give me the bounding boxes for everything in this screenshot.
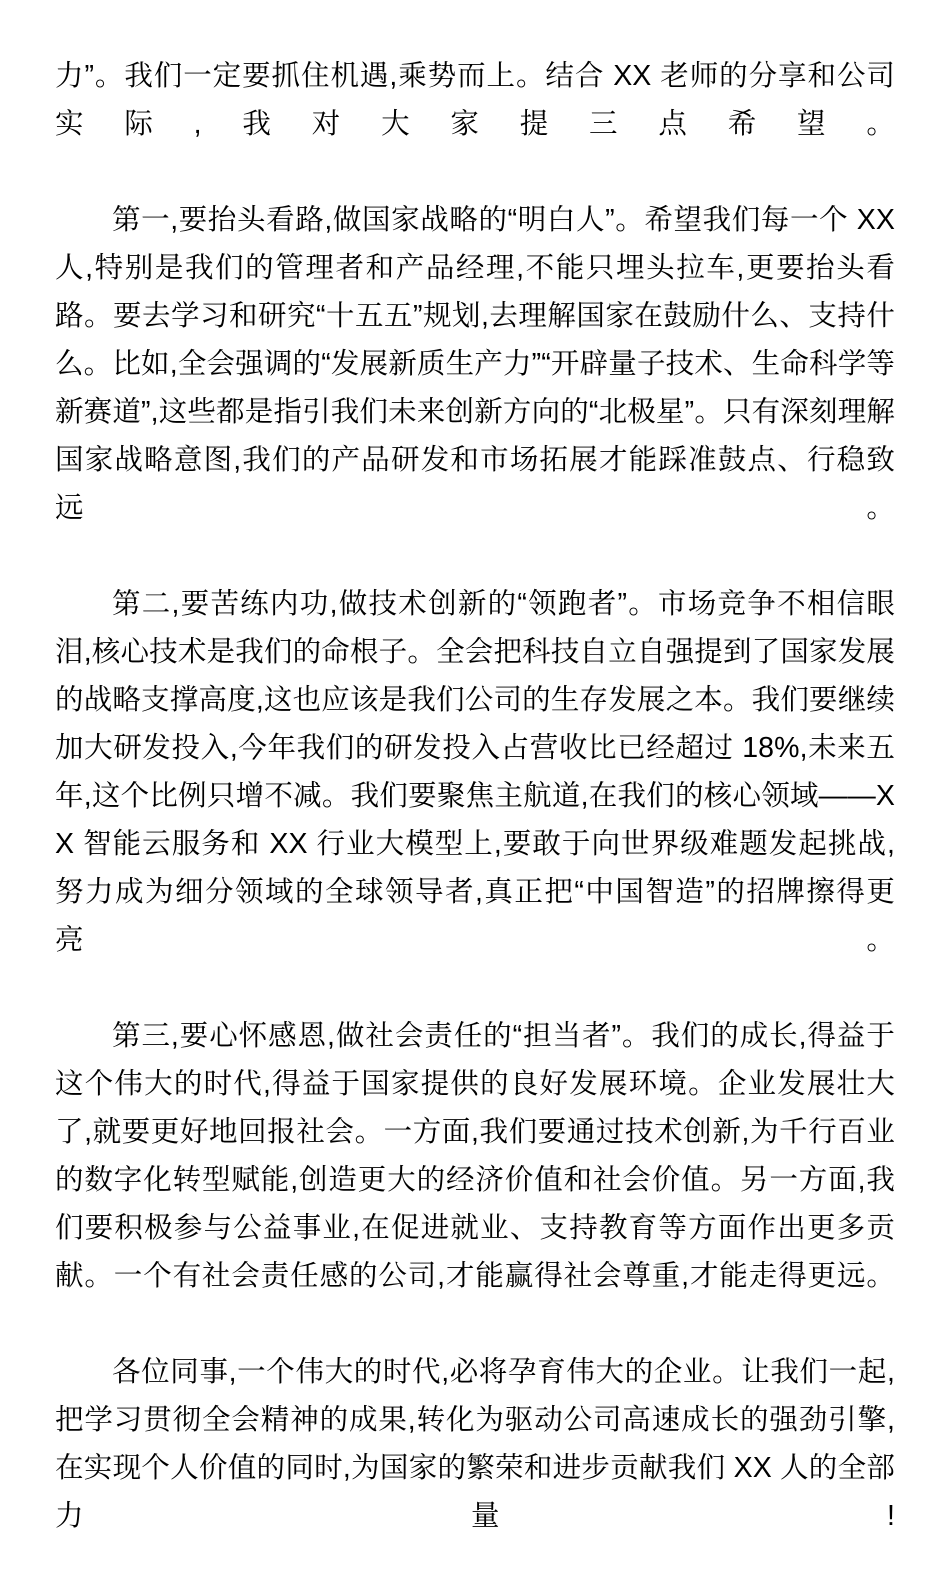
paragraph-point-three: 第三,要心怀感恩,做社会责任的“担当者”。我们的成长,得益于这个伟大的时代,得益于国家提供的良好发展环境。企业发展壮大了,就要更好地回报社会。一方面,我们要通过技术创新,为千行百业的数字化转型赋能,创造更大的经济价值和社会价值。另一方面,我们要积极参与公益事业,在促进就业、支持教育等方面作出更多贡献。一个有社会责任感的公司,才能赢得社会尊重,才能走得更远。 [55,1020,895,1292]
document-body [55,52,904,1588]
paragraph-closing: 各位同事,一个伟大的时代,必将孕育伟大的企业。让我们一起,把学习贯彻全会精神的成果,转化为驱动公司高速成长的强劲引擎,在实现个人价值的同时,为国家的繁荣和进步贡献我们 XX 人的全部力量! [55,1356,895,1532]
paragraph-continuation: 力”。我们一定要抓住机遇,乘势而上。结合 XX 老师的分享和公司实际,我对大家提三点希望。 [55,60,895,140]
paragraph-point-one: 第一,要抬头看路,做国家战略的“明白人”。希望我们每一个 XX 人,特别是我们的管理者和产品经理,不能只埋头拉车,更要抬头看路。要去学习和研究“十五五”规划,去理解国家在鼓励什么、支持什么。比如,全会强调的“发展新质生产力”“开辟量子技术、生命科学等新赛道”,这些都是指引我们未来创新方向的“北极星”。只有深刻理解国家战略意图,我们的产品研发和市场拓展才能踩准鼓点、行稳致远。 [55,204,904,524]
paragraph-point-two: 第二,要苦练内功,做技术创新的“领跑者”。市场竞争不相信眼泪,核心技术是我们的命根子。全会把科技自立自强提到了国家发展的战略支撑高度,这也应该是我们公司的生存发展之本。我们要继续加大研发投入,今年我们的研发投入占营收比已经超过 18%,未来五年,这个比例只增不减。我们要聚焦主航道,在我们的核心领域——XX 智能云服务和 XX 行业大模型上,要敢于向世界级难题发起挑战,努力成为细分领域的全球领导者,真正把“中国智造”的招牌擦得更亮。 [55,588,895,956]
